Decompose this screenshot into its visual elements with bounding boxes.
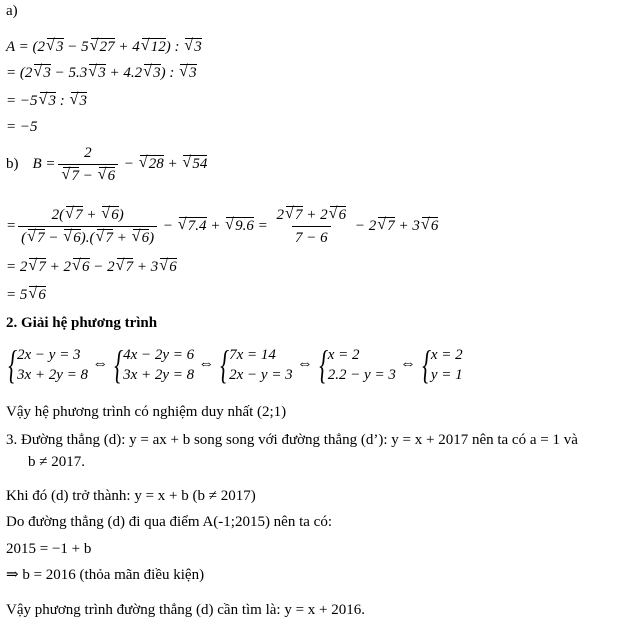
part-b-line-3: = 2√ 7 + 2√ 6 − 2√ 7 + 3√ 6 — [6, 258, 177, 276]
section-3-line-3: Khi đó (d) trở thành: y = x + b (b ≠ 2017) — [6, 488, 256, 504]
part-b-line-4: = 5√ 6 — [6, 286, 46, 304]
part-a-line-2: = (2√ 3 − 5.3√ 3 + 4.2√ 3) : √ 3 — [6, 64, 197, 82]
equation-systems — [6, 342, 463, 387]
system-5: { x = 2 y = 1 — [422, 342, 463, 387]
equivalence-arrow: ⇔ — [92, 355, 109, 373]
equivalence-arrow: ⇔ — [399, 355, 416, 373]
system-2: { 4x − 2y = 6 3x + 2y = 8 — [114, 342, 195, 387]
part-a-line-4: = −5 — [6, 119, 38, 135]
system-3: { 7x = 14 2x − y = 3 — [220, 342, 293, 387]
part-b-line-2: = $\frac{2(√ 7 + √ 6)}{(√ 7 - √ 6).(√ 7 + √ 6)}$ − √ 7.4 + √ 9.6 = $\frac{2√ 7 + 2√ 6}{7 - 6}$ − 2√ 7 + 3√ 6 — [6, 206, 438, 247]
section-2-heading: 2. Giải hệ phương trình — [6, 315, 158, 331]
part-a-line-3: = −5√ 3 : √ 3 — [6, 92, 87, 110]
section-3-line-2: b ≠ 2017. — [28, 454, 85, 470]
section-3-line-6: ⇒ b = 2016 (thỏa mãn điều kiện) — [6, 567, 205, 583]
part-b-line-1: b) B = 2 √ 7 − √ 6 − √ 28 + √ 54 — [6, 144, 207, 185]
section-3-line-7: Vậy phương trình đường thẳng (d) cần tìm là: y = x + 2016. — [6, 602, 365, 618]
system-1: { 2x − y = 3 3x + 2y = 8 — [8, 342, 89, 387]
equivalence-arrow: ⇔ — [198, 355, 215, 373]
system-4: { x = 2 2.2 − y = 3 — [318, 342, 396, 387]
part-a-line-1: A = (2√ 3 − 5√ 27 + 4√ 12) : √ 3 — [6, 38, 202, 56]
part-a-label: a) — [6, 3, 18, 19]
section-2-conclusion: Vậy hệ phương trình có nghiệm duy nhất (2;1) — [6, 404, 287, 420]
section-3-line-4: Do đường thẳng (d) đi qua điểm A(-1;2015) nên ta có: — [6, 514, 332, 530]
section-3-line-5: 2015 = −1 + b — [6, 541, 92, 557]
equivalence-arrow: ⇔ — [296, 355, 313, 373]
section-3-line-1: 3. Đường thẳng (d): y = ax + b song song với đường thẳng (d’): y = x + 2017 nên ta có a = 1 và — [6, 432, 578, 448]
